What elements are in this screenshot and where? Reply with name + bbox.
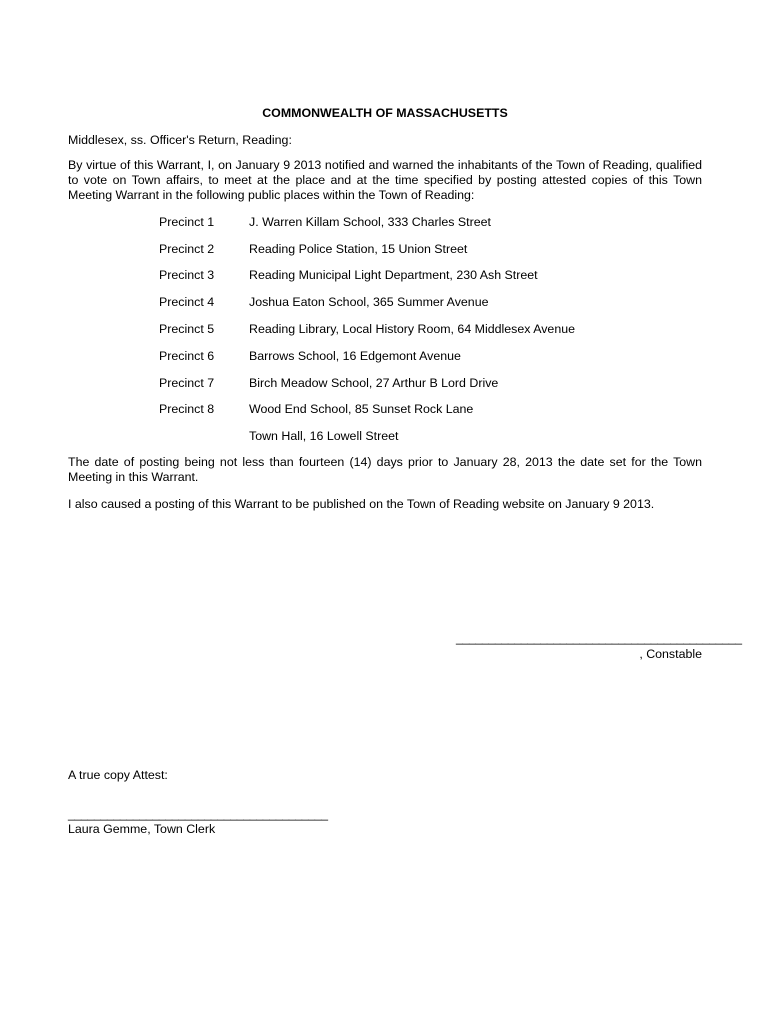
clerk-label: Laura Gemme, Town Clerk xyxy=(68,822,216,836)
precinct-label: Precinct 6 xyxy=(159,349,215,363)
precinct-place: Reading Municipal Light Department, 230 Ash Street xyxy=(249,268,538,282)
subheading: Middlesex, ss. Officer's Return, Reading: xyxy=(68,133,292,147)
posting-date-paragraph: The date of posting being not less than fourteen (14) days prior to January 28, 2013 the date set for the Town Meeting in this Warrant. xyxy=(68,455,702,484)
precinct-label: Precinct 8 xyxy=(159,402,215,416)
precinct-label: Precinct 2 xyxy=(159,242,215,256)
precinct-place: Wood End School, 85 Sunset Rock Lane xyxy=(249,402,474,416)
precinct-place: Barrows School, 16 Edgemont Avenue xyxy=(249,349,461,363)
precinct-label: Precinct 7 xyxy=(159,376,215,390)
precinct-label: Precinct 5 xyxy=(159,322,215,336)
document-title: COMMONWEALTH OF MASSACHUSETTS xyxy=(262,106,508,120)
precinct-label: Precinct 4 xyxy=(159,295,215,309)
precinct-place: Town Hall, 16 Lowell Street xyxy=(249,429,399,443)
precinct-label: Precinct 3 xyxy=(159,268,215,282)
clerk-signature-line: ________________________________________ xyxy=(68,807,328,821)
precinct-label: Precinct 1 xyxy=(159,215,215,229)
precinct-place: Reading Police Station, 15 Union Street xyxy=(249,242,468,256)
constable-signature-line: ____________________________________________ xyxy=(456,631,742,645)
intro-paragraph: By virtue of this Warrant, I, on January 9 2013 notified and warned the inhabitants of the Town of Reading, qualified to vote on Town affairs, to meet at the place and at the time specified by posting attested copies of this Town Meeting Warrant in the following public places within the Town of Reading: xyxy=(68,158,702,202)
precinct-place: Birch Meadow School, 27 Arthur B Lord Drive xyxy=(249,376,499,390)
website-paragraph: I also caused a posting of this Warrant to be published on the Town of Reading website on January 9 2013. xyxy=(68,497,655,511)
precinct-place: Reading Library, Local History Room, 64 Middlesex Avenue xyxy=(249,322,575,336)
precinct-place: Joshua Eaton School, 365 Summer Avenue xyxy=(249,295,489,309)
precinct-place: J. Warren Killam School, 333 Charles Street xyxy=(249,215,491,229)
constable-label: , Constable xyxy=(639,647,702,661)
attest-label: A true copy Attest: xyxy=(68,768,168,782)
